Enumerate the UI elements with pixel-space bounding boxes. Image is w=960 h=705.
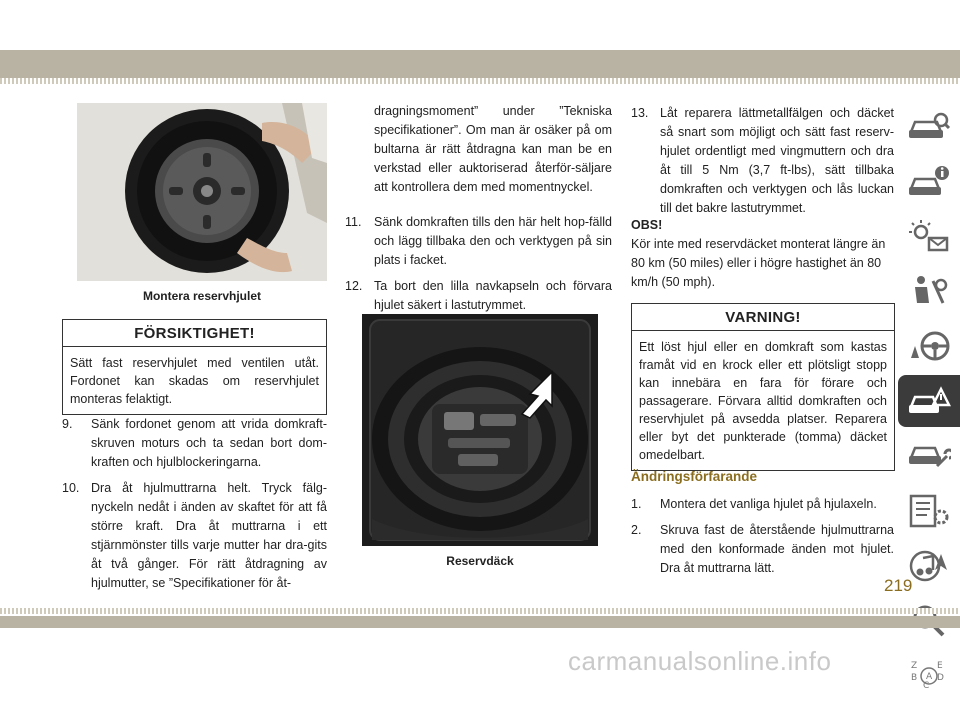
note-text: Kör inte med reservdäcket monterat längre än 80 km (50 miles) eller i högre hastighet än 80 km/h (50 mph). — [631, 237, 886, 289]
watermark-text: carmanualsonline.info — [568, 646, 832, 676]
step-text: Skruva fast de återstående hjulmuttrarna med den konformade änden mot hjulet. Dra åt muttrarna lätt. — [660, 523, 894, 575]
warning-heading: VARNING! — [632, 304, 894, 331]
tab-car-wrench[interactable] — [898, 430, 960, 482]
figure-mount-spare-wheel — [77, 103, 327, 281]
step-number: 9. — [62, 417, 73, 431]
warning-lights-icon — [907, 218, 951, 254]
tab-car-info[interactable] — [898, 155, 960, 207]
svg-text:C: C — [923, 681, 930, 691]
chapter-tabs — [898, 100, 960, 705]
svg-text:Z: Z — [911, 661, 918, 671]
step-number: 10. — [62, 481, 80, 495]
step-text: Sänk domkraften tills den här helt hop-fälld och lägg tillbaka den och verktygen på sin plats i facket. — [374, 215, 612, 267]
step-text: Sänk fordonet genom att vrida domkraft-skruven moturs och ta sedan bort dom-kraften och hjulblockeringarna. — [91, 417, 327, 469]
figure-spare-tire-stowed — [362, 314, 598, 546]
tab-steering-wheel[interactable] — [898, 320, 960, 372]
car-wrench-icon — [907, 438, 951, 474]
figure-caption: Montera reservhjulet — [142, 289, 262, 303]
header-band — [0, 50, 960, 78]
car-info-icon — [907, 163, 951, 199]
svg-text:B: B — [911, 673, 918, 683]
page-number: 219 — [884, 576, 913, 595]
caution-text: Sätt fast reservhjulet med ventilen utåt. Fordonet kan skadas om reservhjulet monteras felaktigt. — [70, 356, 319, 406]
section-heading: Ändringsförfarande — [631, 469, 758, 484]
warning-box — [631, 303, 895, 471]
instruction-list — [631, 104, 894, 225]
tab-seatbelt-airbag[interactable] — [898, 265, 960, 317]
list-item — [631, 495, 894, 514]
note-title: OBS! — [631, 218, 663, 232]
tab-checklist-gear[interactable] — [898, 485, 960, 537]
step-number: 1. — [631, 497, 642, 511]
step-number: 2. — [631, 523, 642, 537]
steering-wheel-icon — [907, 328, 951, 364]
list-item — [62, 415, 327, 472]
car-magnifier-icon — [907, 108, 951, 144]
step-text: Ta bort den lilla navkapseln och förvara hjulet säkert i lastutrymmet. — [374, 279, 612, 312]
tab-alphabet-index[interactable] — [898, 650, 960, 702]
figure-caption: Reservdäck — [446, 554, 514, 568]
svg-text:E: E — [937, 661, 943, 671]
svg-text:A: A — [926, 672, 933, 682]
tab-warning-lights[interactable] — [898, 210, 960, 262]
footer-band — [0, 616, 960, 628]
caution-box — [62, 319, 327, 415]
procedure-list — [631, 495, 894, 585]
music-nav-icon — [907, 548, 951, 584]
checklist-gear-icon — [907, 493, 951, 529]
seatbelt-airbag-icon — [907, 273, 951, 309]
car-emergency-warning-icon — [907, 383, 951, 419]
warning-text: Ett löst hjul eller en domkraft som kastas framåt vid en krock eller ett plötsligt stopp kan innebära en fara för förare och passagerare. Förvara alltid domkraften och reservhjulet på avsedda platser. Reparera eller byt det punkterade (tomma) däcket omedelbart. — [639, 340, 887, 462]
continued-text: dragningsmoment” under ”Tekniska specifikationer”. Om man är osäker på om bultarna är rätt åtdragna kan man be en verkstad eller auktoriserad återför-säljare att kontrollera dem med momentnyckel. — [374, 104, 612, 194]
step-number: 13. — [631, 106, 649, 120]
header-dotted-rule — [0, 78, 960, 84]
instruction-list — [345, 213, 612, 322]
note — [631, 216, 894, 292]
list-item — [631, 104, 894, 218]
list-item — [62, 479, 327, 593]
step-number: 11. — [345, 215, 362, 229]
list-item — [345, 277, 612, 315]
step-number: 12. — [345, 279, 363, 293]
svg-text:D: D — [937, 673, 944, 683]
list-item — [631, 521, 894, 578]
tab-car-emergency[interactable] — [898, 375, 960, 427]
footer-dotted-rule — [0, 608, 960, 614]
caution-heading: FÖRSIKTIGHET! — [63, 320, 326, 347]
tab-car-magnifier[interactable] — [898, 100, 960, 152]
alphabet-index-icon — [907, 658, 951, 694]
list-item — [345, 213, 612, 270]
instruction-list — [62, 415, 327, 600]
step-text: Dra åt hjulmuttrarna helt. Tryck fälg-nyckeln nedåt i änden av skaftet för att få större kraft. Dra åt muttrarna i ett stjärnmönster tills varje mutter har dra-gits åt två gånger. För rätt åtdragning av hjulmutter, se ”Specifikationer för åt- — [91, 481, 327, 590]
step-text: Låt reparera lättmetallfälgen och däcket så snart som möjligt och sätt fast reserv-hjulet ordentligt med vingmuttern och dra åt till 5 Nm (3,7 ft-lbs), sätt tillbaka domkraften och verktygen och lås luckan till det bakre lastutrymmet. — [660, 106, 894, 215]
step-text: Montera det vanliga hjulet på hjulaxeln. — [660, 497, 877, 511]
